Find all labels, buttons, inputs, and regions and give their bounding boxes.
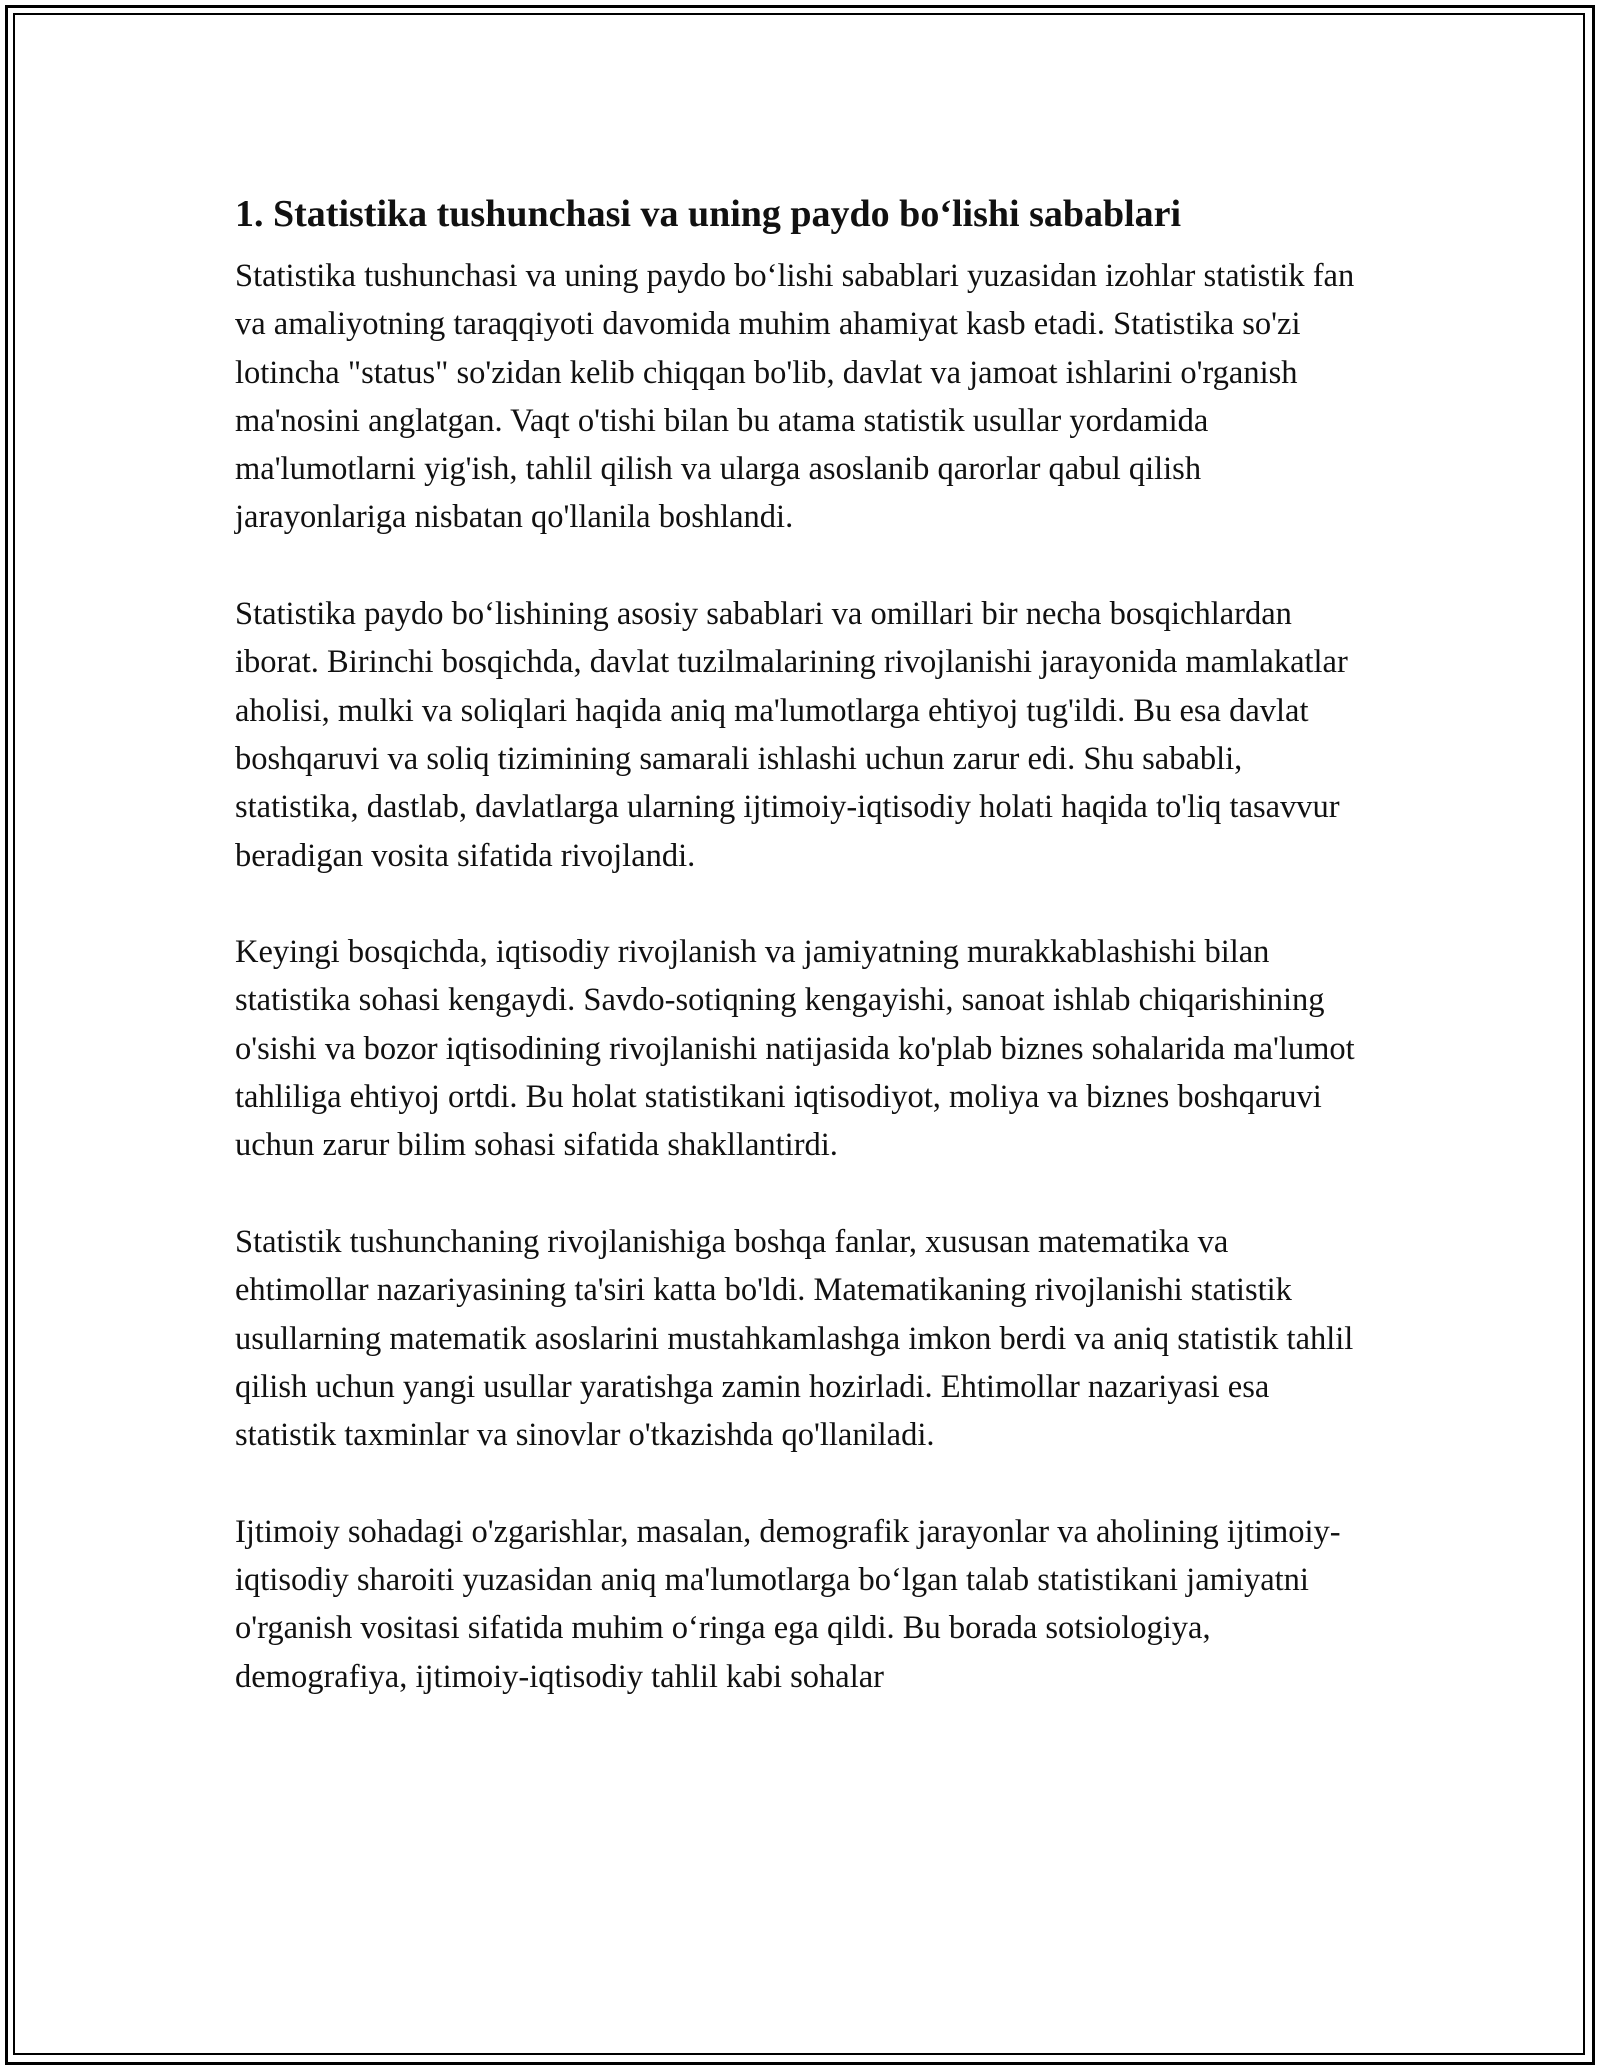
- document-body: [235, 186, 1370, 1749]
- paragraph-2: Statistika paydo bo‘lishining asosiy sabablari va omillari bir necha bosqichlardan iborat. Birinchi bosqichda, davlat tuzilmalarining rivojlanishi jarayonida mamlakatlar aholisi, mulki va soliqlari haqida aniq ma'lumotlarga ehtiyoj tug'ildi. Bu esa davlat boshqaruvi va soliq tizimining samarali ishlashi uchun zarur edi. Shu sababli, statistika, dastlab, davlatlarga ularning ijtimoiy-iqtisodiy holati haqida to'liq tasavvur beradigan vosita sifatida rivojlandi.: [235, 596, 1348, 874]
- paragraph-3: Keyingi bosqichda, iqtisodiy rivojlanish va jamiyatning murakkablashishi bilan statistika sohasi kengaydi. Savdo-sotiqning kengayishi, sanoat ishlab chiqarishining o'sishi va bozor iqtisodining rivojlanishi natijasida ko'plab biznes sohalarida ma'lumot tahliliga ehtiyoj ortdi. Bu holat statistikani iqtisodiyot, moliya va biznes boshqaruvi uchun zarur bilim sohasi sifatida shakllantirdi.: [235, 934, 1355, 1164]
- paragraph-5: Ijtimoiy sohadagi o'zgarishlar, masalan, demografik jarayonlar va aholining ijtimoiy-iqtisodiy sharoiti yuzasidan aniq ma'lumotlarga bo‘lgan talab statistikani jamiyatni o'rganish vositasi sifatida muhim o‘ringa ega qildi. Bu borada sotsiologiya, demografiya, ijtimoiy-iqtisodiy tahlil kabi sohalar: [235, 1513, 1341, 1695]
- paragraph-4: Statistik tushunchaning rivojlanishiga boshqa fanlar, xususan matematika va ehtimollar nazariyasining ta'siri katta bo'ldi. Matematikaning rivojlanishi statistik usullarning matematik asoslarini mustahkamlashga imkon berdi va aniq statistik tahlil qilish uchun yangi usullar yaratishga zamin hozirladi. Ehtimollar nazariyasi esa statistik taxminlar va sinovlar o'tkazishda qo'llaniladi.: [235, 1223, 1354, 1454]
- paragraph-1: Statistika tushunchasi va uning paydo bo‘lishi sabablari yuzasidan izohlar statistik fan va amaliyotning taraqqiyoti davomida muhim ahamiyat kasb etadi. Statistika so'zi lotincha "status" so'zidan kelib chiqqan bo'lib, davlat va jamoat ishlarini o'rganish ma'nosini anglatgan. Vaqt o'tishi bilan bu atama statistik usullar yordamida ma'lumotlarni yig'ish, tahlil qilish va ularga asoslanib qarorlar qabul qilish jarayonlariga nisbatan qo'llanila boshlandi.: [235, 258, 1355, 536]
- section-heading: 1. Statistika tushunchasi va uning paydo bo‘lishi sabablari: [235, 193, 1182, 235]
